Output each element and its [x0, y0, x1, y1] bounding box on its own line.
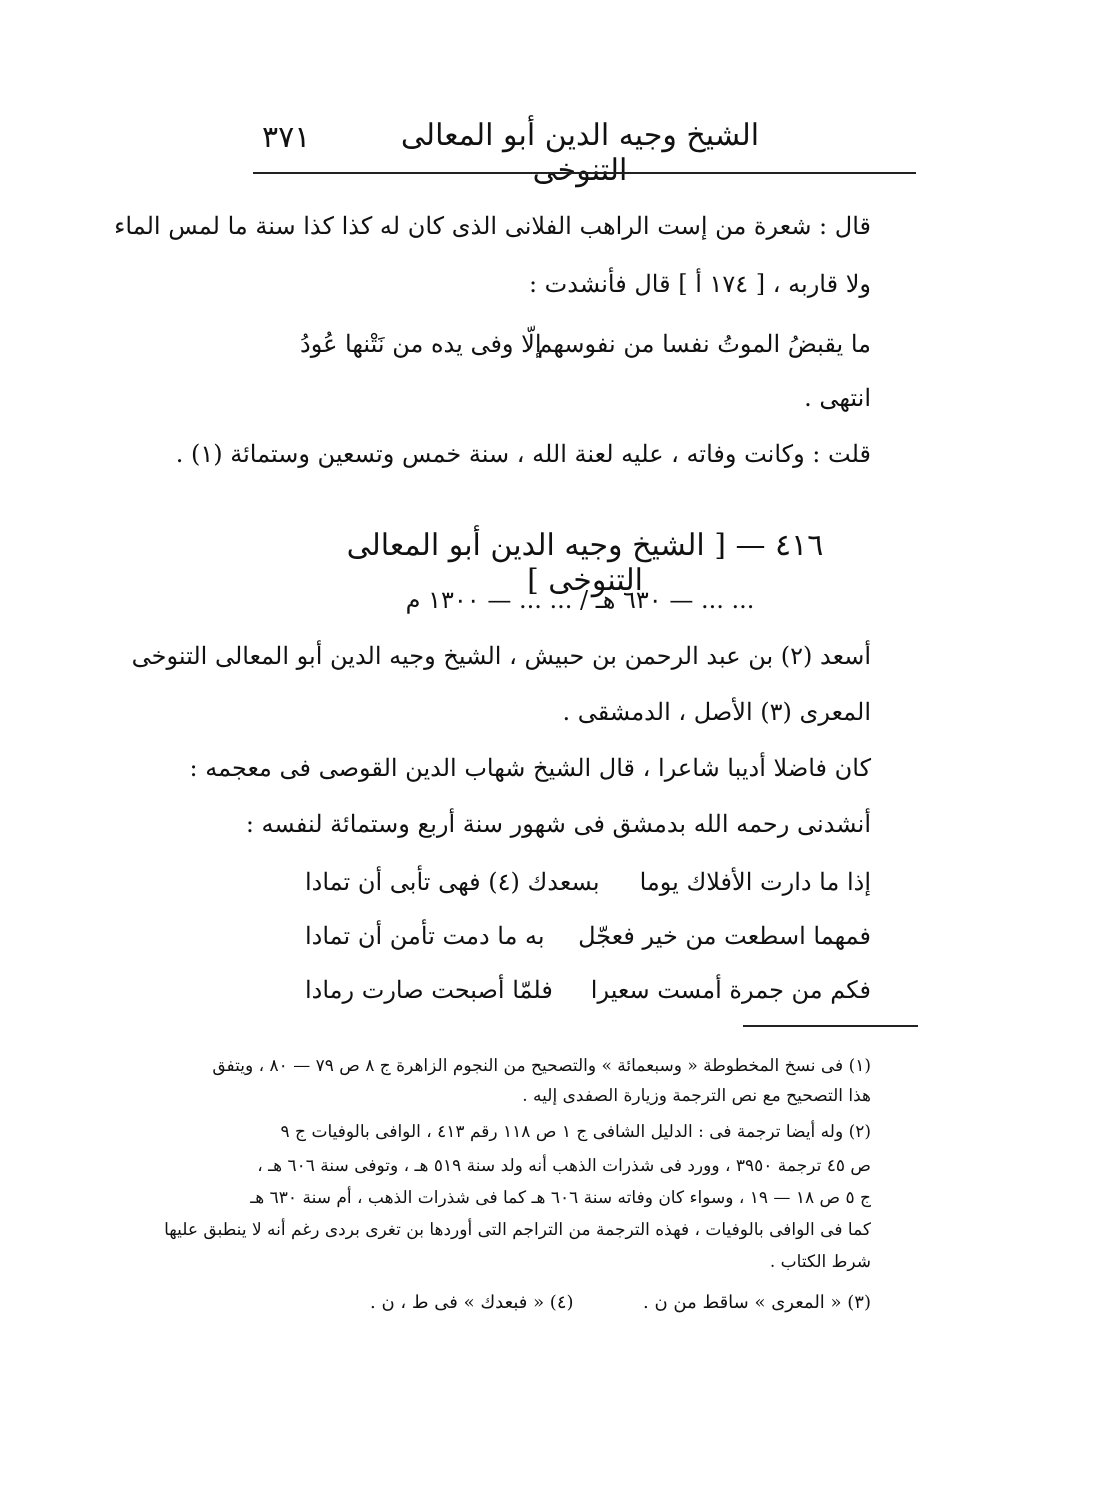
footnote-1-line-1: (١) فى نسخ المخطوطة « وسبعمائة » والتصحيح من النجوم الزاهرة ج ٨ ص ٧٩ — ٨٠ ، ويتفق — [212, 1056, 871, 1076]
body-line-3: انتهى . — [804, 384, 871, 412]
page-number: ٣٧١ — [262, 120, 311, 155]
poem-line-3-right: فكم من جمرة أمست سعيرا — [590, 976, 871, 1004]
entry-title: ٤١٦ — [ الشيخ وجيه الدين أبو المعالى التنوخى ] — [346, 528, 824, 598]
footnote-3: (٣) « المعرى » ساقط من ن . — [643, 1292, 871, 1313]
footnote-1-line-2: هذا التصحيح مع نص الترجمة وزيارة الصفدى إليه . — [522, 1086, 871, 1106]
footnote-2-line-1: (٢) وله أيضا ترجمة فى : الدليل الشافى ج ١ ص ١١٨ رقم ٤١٣ ، الوافى بالوفيات ج ٩ — [280, 1122, 871, 1142]
footnote-2-line-5: شرط الكتاب . — [769, 1252, 871, 1272]
bio-line-4: أنشدنى رحمه الله بدمشق فى شهور سنة أربع وستمائة لنفسه : — [245, 810, 871, 838]
poem-line-2-left: به ما دمت تأمن أن تمادا — [305, 922, 545, 950]
verse-hemistich-left: إلّا وفى يده من نَتْنها عُودُ — [300, 330, 542, 358]
entry-dates: ... ... — ٦٣٠ هـ / ... ... — ١٣٠٠ م — [405, 586, 755, 614]
running-header-title: الشيخ وجيه الدين أبو المعالى التنوخى — [400, 118, 760, 188]
bio-line-2: المعرى (٣) الأصل ، الدمشقى . — [562, 698, 871, 726]
poem-line-2-right: فمهما اسطعت من خير فعجّل — [578, 922, 871, 950]
bio-line-1: أسعد (٢) بن عبد الرحمن بن حبيش ، الشيخ وجيه الدين أبو المعالى التنوخى — [131, 642, 871, 670]
verse-hemistich-right: ما يقبضُ الموتُ نفسا من نفوسهم — [537, 330, 871, 358]
footnote-2-line-2: ص ٤٥ ترجمة ٣٩٥٠ ، وورد فى شذرات الذهب أنه ولد سنة ٥١٩ هـ ، وتوفى سنة ٦٠٦ هـ ، — [257, 1156, 871, 1176]
footnote-2-line-3: ج ٥ ص ١٨ — ١٩ ، وسواء كان وفاته سنة ٦٠٦ هـ كما فى شذرات الذهب ، أم سنة ٦٣٠ هـ — [250, 1188, 871, 1208]
poem-line-1-left: بسعدك (٤) فهى تأبى أن تمادا — [305, 868, 600, 896]
body-line-4: قلت : وكانت وفاته ، عليه لعنة الله ، سنة خمس وتسعين وستمائة (١) . — [175, 440, 871, 468]
footnote-4: (٤) « فبعدك » فى ط ، ن . — [370, 1292, 574, 1313]
poem-line-3-left: فلمّا أصبحت صارت رمادا — [305, 976, 553, 1004]
body-line-2: ولا قاربه ، [ ١٧٤ أ ] قال فأنشدت : — [528, 270, 871, 298]
header-rule — [253, 172, 916, 174]
footnote-rule — [743, 1025, 918, 1027]
bio-line-3: كان فاضلا أديبا شاعرا ، قال الشيخ شهاب الدين القوصى فى معجمه : — [189, 754, 871, 782]
poem-line-1-right: إذا ما دارت الأفلاك يوما — [639, 868, 871, 896]
body-line-1: قال : شعرة من إست الراهب الفلانى الذى كان له كذا كذا سنة ما لمس الماء — [114, 212, 871, 240]
footnote-2-line-4: كما فى الوافى بالوفيات ، فهذه الترجمة من التراجم التى أوردها بن تغرى بردى رغم أنه لا ينطبق عليها — [164, 1220, 871, 1240]
